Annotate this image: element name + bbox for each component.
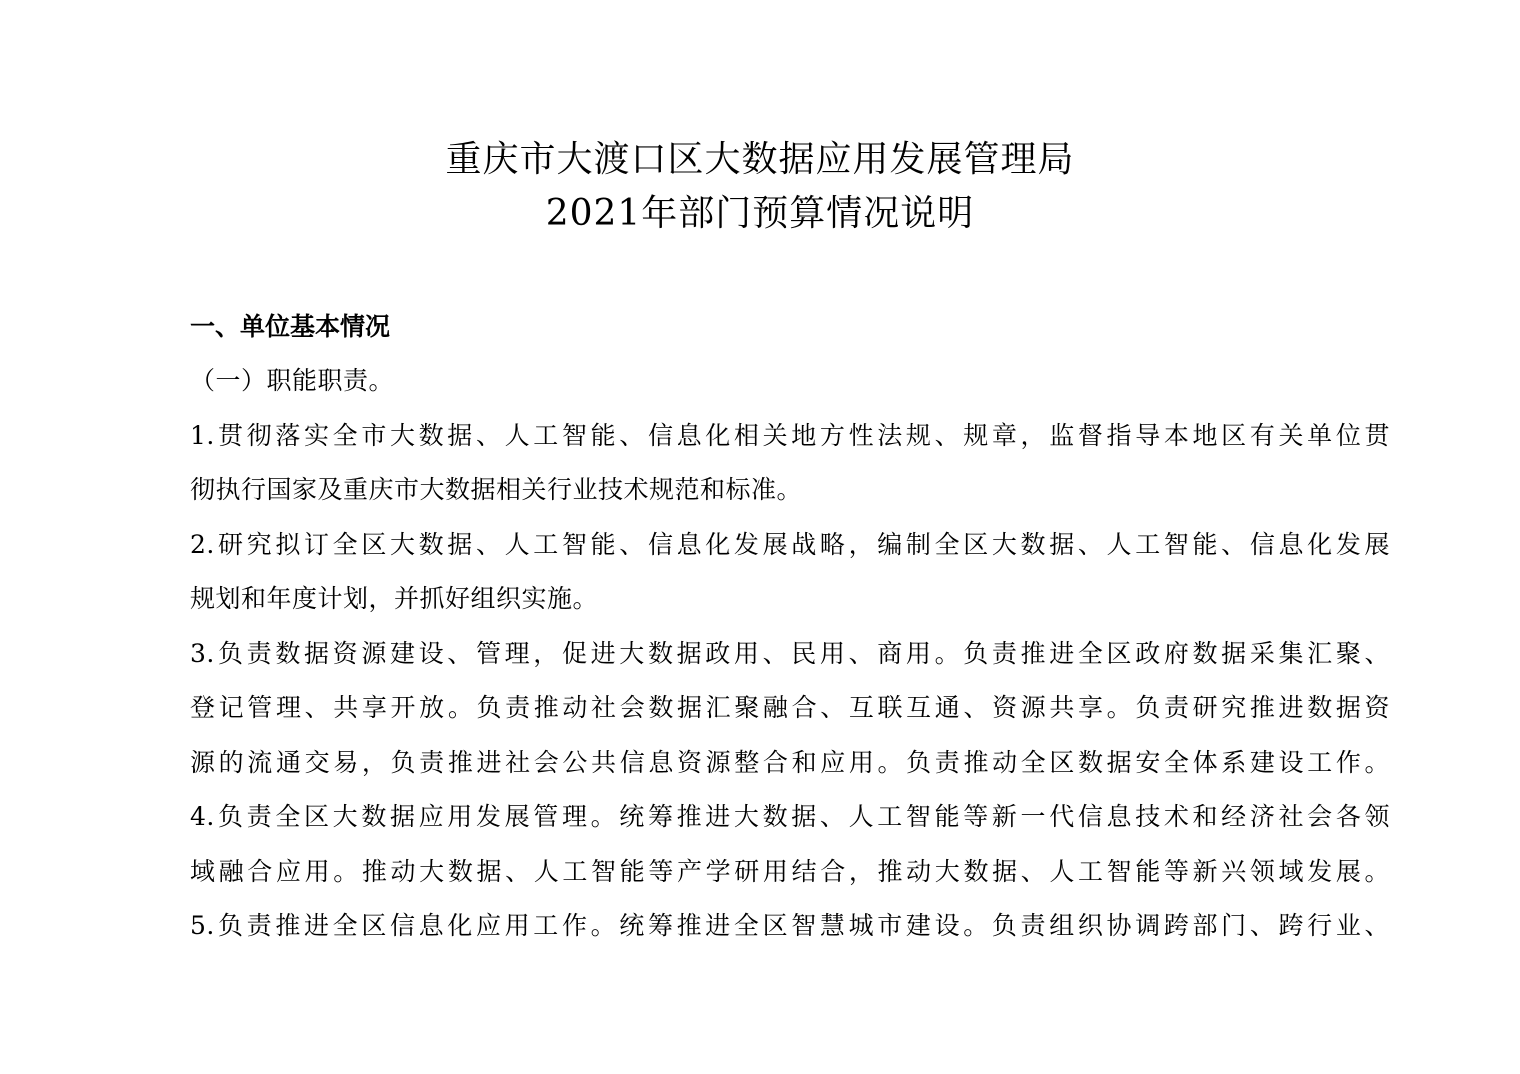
document-title-line1: 重庆市大渡口区大数据应用发展管理局 (445, 139, 1075, 180)
paragraph-line: 1.贯彻落实全市大数据、人工智能、信息化相关地方性法规、规章，监督指导本地区有关单位贯 (190, 420, 1390, 450)
document-title-line2: 2021年部门预算情况说明 (545, 193, 975, 234)
paragraph-line: 3.负责数据资源建设、管理，促进大数据政用、民用、商用。负责推进全区政府数据采集汇聚、 (190, 638, 1390, 668)
paragraph-line: 域融合应用。推动大数据、人工智能等产学研用结合，推动大数据、人工智能等新兴领域发展。 (190, 856, 1390, 886)
paragraph-line: 4.负责全区大数据应用发展管理。统筹推进大数据、人工智能等新一代信息技术和经济社会各领 (190, 802, 1390, 831)
paragraph-line: 5.负责推进全区信息化应用工作。统筹推进全区智慧城市建设。负责组织协调跨部门、跨行业、 (190, 911, 1390, 940)
paragraph-line: 彻执行国家及重庆市大数据相关行业技术规范和标准。 (190, 475, 803, 504)
paragraph-line: 登记管理、共享开放。负责推动社会数据汇聚融合、互联互通、资源共享。负责研究推进数据资 (190, 693, 1390, 722)
subsection-heading: （一）职能职责。 (190, 366, 395, 395)
paragraph-line: 规划和年度计划，并抓好组织实施。 (190, 584, 599, 613)
document-body (190, 300, 1390, 954)
paragraph-line: 2.研究拟订全区大数据、人工智能、信息化发展战略，编制全区大数据、人工智能、信息化发展 (190, 529, 1390, 559)
section-heading: 一、单位基本情况 (190, 312, 391, 341)
paragraph-line: 源的流通交易，负责推进社会公共信息资源整合和应用。负责推动全区数据安全体系建设工作。 (190, 747, 1390, 777)
